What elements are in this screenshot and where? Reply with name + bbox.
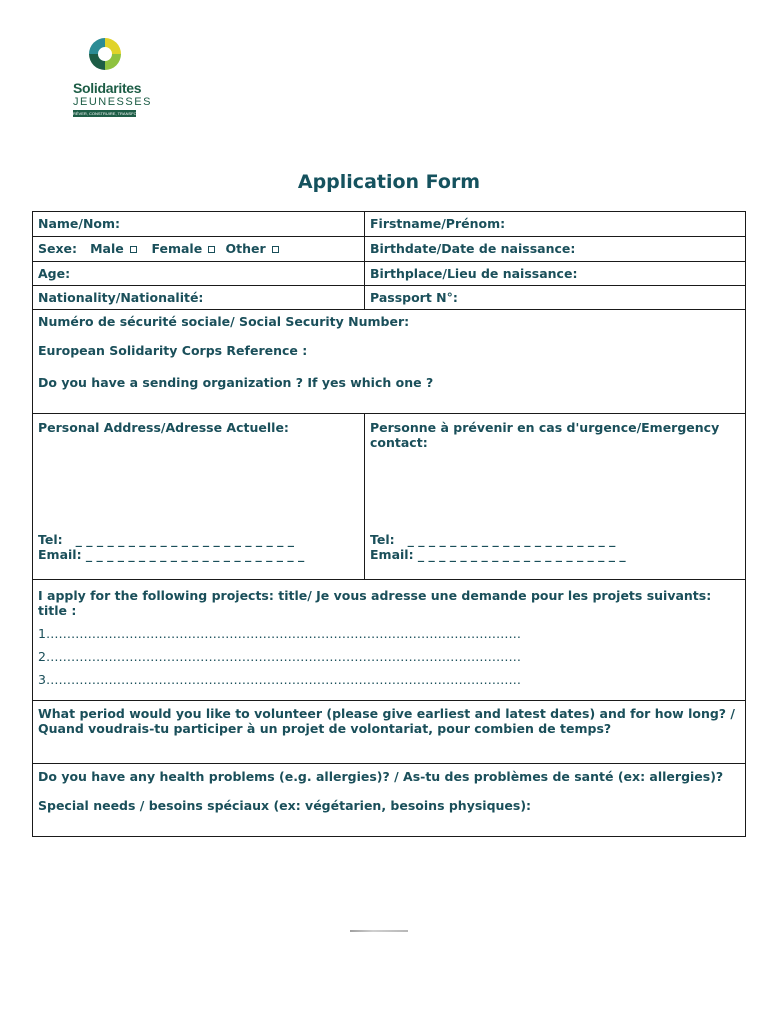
- form-row-nationality: [33, 286, 745, 310]
- health-cell[interactable]: [33, 764, 745, 836]
- emergency-label: Personne à prévenir en cas d'urgence/Emergency contact:: [370, 420, 720, 450]
- nationality-field[interactable]: Nationality/Nationalité:: [33, 286, 365, 309]
- project-line-1[interactable]: 1……………………………………………………………………………………………………: [38, 626, 521, 641]
- tel-left-field[interactable]: Tel: _ _ _ _ _ _ _ _ _ _ _ _ _ _ _ _ _ _ _ _ _: [38, 532, 294, 547]
- tel-right-field[interactable]: Tel: _ _ _ _ _ _ _ _ _ _ _ _ _ _ _ _ _ _ _ _: [370, 532, 616, 547]
- logo-tagline: RÊVER, CONSTRUIRE, TRANSFORMER: [73, 111, 149, 116]
- birthplace-field[interactable]: Birthplace/Lieu de naissance:: [370, 266, 578, 281]
- form-row-age: [33, 262, 745, 286]
- scan-mark: [350, 930, 408, 932]
- sexe-male-label: Male: [90, 241, 124, 256]
- identifiers-cell[interactable]: [33, 310, 745, 413]
- special-needs-label: Special needs / besoins spéciaux (ex: végétarien, besoins physiques):: [38, 798, 532, 813]
- birthdate-field[interactable]: Birthdate/Date de naissance:: [370, 241, 576, 256]
- form-row-health: [33, 764, 745, 836]
- logo-name-line1: Solidarites: [73, 80, 142, 96]
- passport-field[interactable]: Passport N°:: [370, 290, 458, 305]
- name-field[interactable]: Name/Nom:: [33, 212, 365, 236]
- projects-label: I apply for the following projects: title/ Je vous adresse une demande pour les projets suivants: title :: [38, 588, 712, 618]
- application-form-table: [32, 211, 746, 837]
- form-row-period: [33, 701, 745, 764]
- address-cell[interactable]: [33, 414, 365, 579]
- male-checkbox[interactable]: [130, 246, 137, 253]
- firstname-field[interactable]: Firstname/Prénom:: [370, 216, 506, 231]
- social-security-label: Numéro de sécurité sociale/ Social Security Number:: [38, 314, 410, 329]
- form-row-name: [33, 212, 745, 237]
- form-row-identifiers: [33, 310, 745, 414]
- other-checkbox[interactable]: [272, 246, 279, 253]
- period-label: What period would you like to volunteer (please give earliest and latest dates) and for how long? / Quand voudrais-tu participer à un projet de volontariat, pour combien de temps?: [38, 706, 735, 736]
- project-line-3[interactable]: 3……………………………………………………………………………………………………: [38, 672, 521, 687]
- female-checkbox[interactable]: [208, 246, 215, 253]
- sexe-label: Sexe:: [38, 241, 78, 256]
- address-label: Personal Address/Adresse Actuelle:: [38, 420, 289, 435]
- age-field[interactable]: Age:: [33, 262, 365, 285]
- form-row-sexe: [33, 237, 745, 262]
- page-title: Application Form: [297, 171, 481, 193]
- sexe-female-label: Female: [151, 241, 203, 256]
- email-left-field[interactable]: Email: _ _ _ _ _ _ _ _ _ _ _ _ _ _ _ _ _ _ _ _ _: [38, 547, 305, 562]
- email-right-field[interactable]: Email: _ _ _ _ _ _ _ _ _ _ _ _ _ _ _ _ _ _ _ _: [370, 547, 626, 562]
- projects-cell[interactable]: [33, 580, 745, 700]
- esc-reference-label: European Solidarity Corps Reference :: [38, 343, 308, 358]
- sexe-other-label: Other: [225, 241, 266, 256]
- emergency-cell[interactable]: [365, 414, 745, 579]
- form-row-projects: [33, 580, 745, 701]
- project-line-2[interactable]: 2……………………………………………………………………………………………………: [38, 649, 521, 664]
- form-row-contacts: [33, 414, 745, 580]
- sending-organization-label: Do you have a sending organization ? If yes which one ?: [38, 375, 434, 390]
- logo-name-line2: JEUNESSES: [73, 96, 152, 108]
- period-cell[interactable]: [33, 701, 745, 763]
- sexe-field: [33, 237, 365, 261]
- health-label: Do you have any health problems (e.g. allergies)? / As-tu des problèmes de santé (ex: allergies)?: [38, 769, 724, 784]
